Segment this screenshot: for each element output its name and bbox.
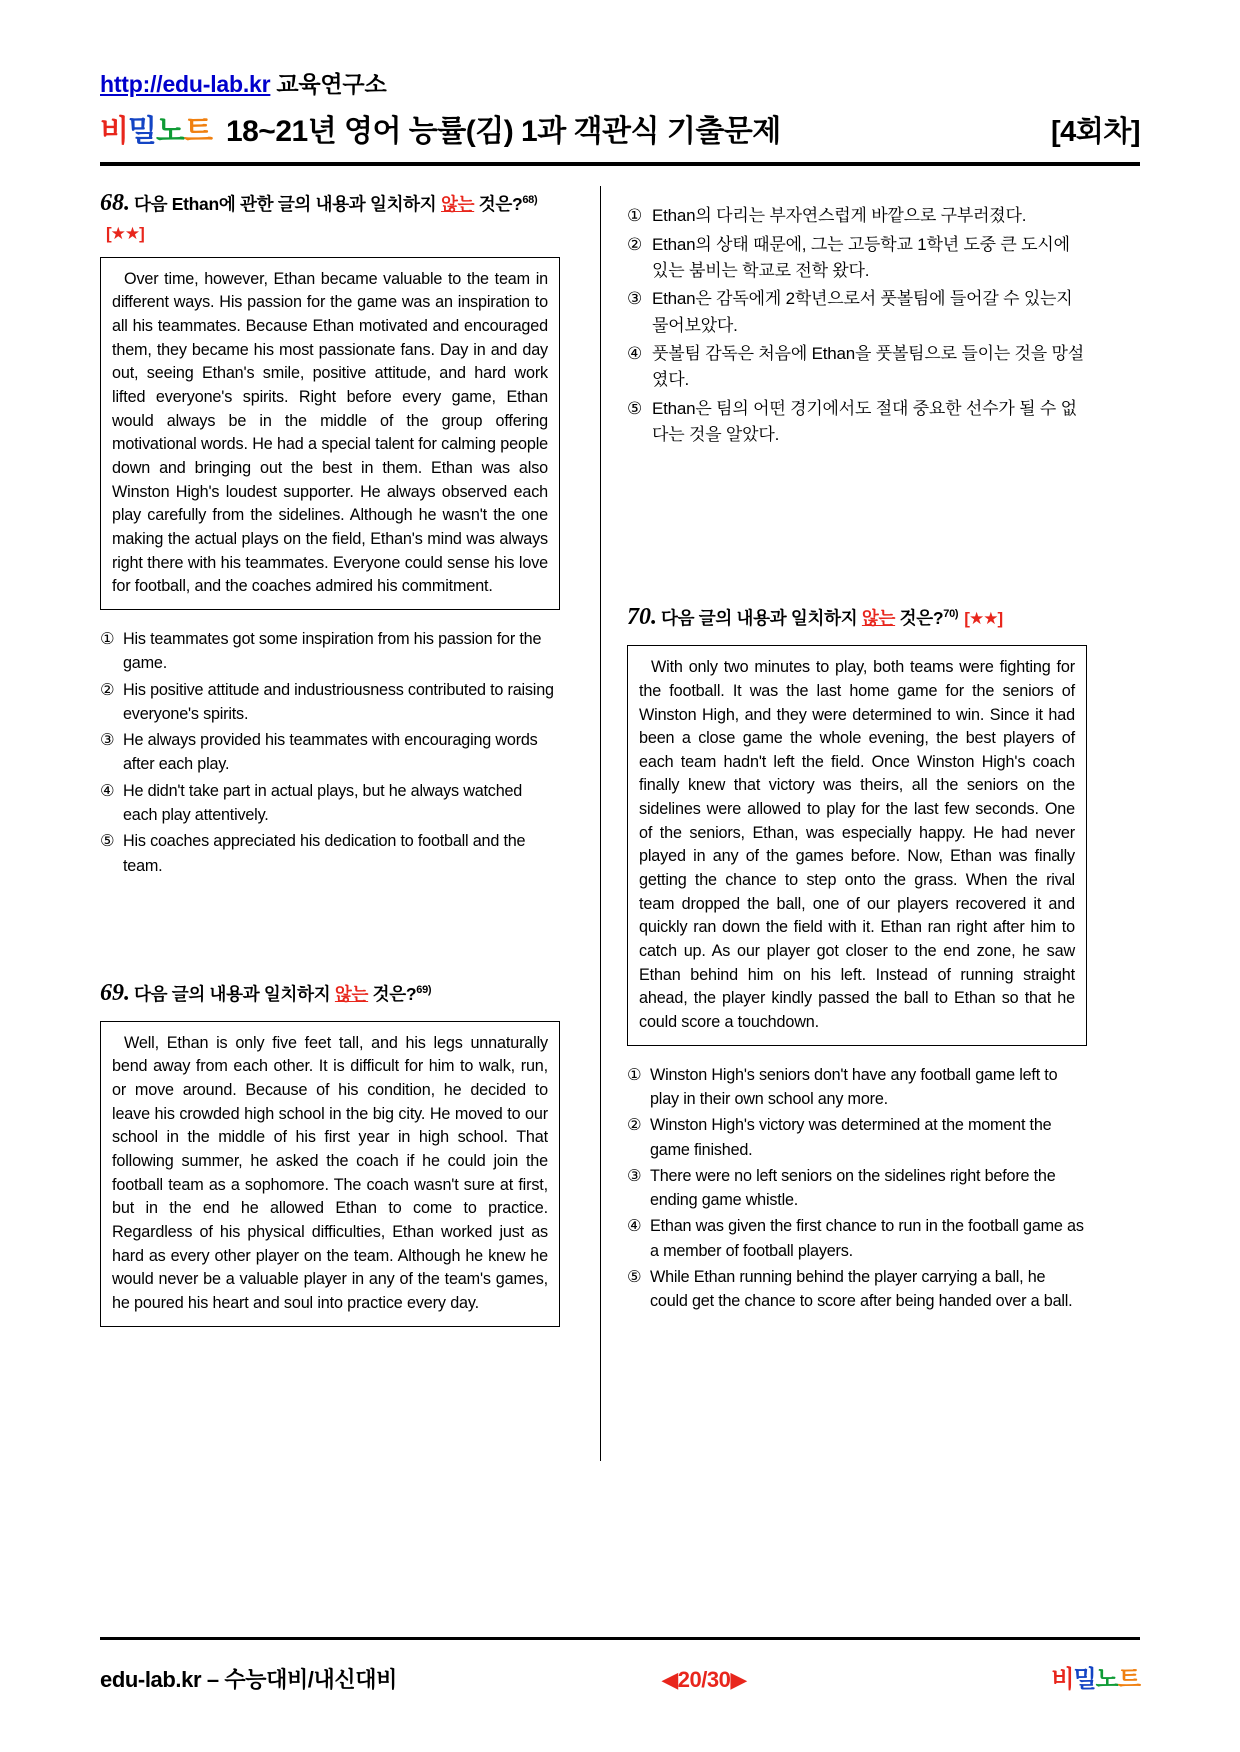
choice-label: Ethan은 팀의 어떤 경기에서도 절대 중요한 선수가 될 수 없다는 것을 알았다. xyxy=(652,398,1077,445)
question-70-footnote: 70) xyxy=(943,608,959,621)
choice-number: ② xyxy=(627,234,643,254)
question-70-negation: 않는 xyxy=(861,608,896,629)
brand-char-4: 트 xyxy=(183,115,212,149)
page-title: 18~21년 영어 능률(김) 1과 객관식 기출문제 xyxy=(225,115,781,149)
column-divider xyxy=(600,186,601,1461)
question-70-number: 70. xyxy=(627,604,657,631)
choice-label: Winston High's victory was determined at the moment the game finished. xyxy=(650,1116,1052,1159)
question-69-passage-box xyxy=(100,1021,560,1327)
choice-number: ④ xyxy=(627,344,643,364)
choice-label: He always provided his teammates with encouraging words after each play. xyxy=(123,731,538,774)
choice-item[interactable] xyxy=(627,1063,1087,1112)
choice-label: 풋볼팀 감독은 처음에 Ethan을 풋볼팀으로 들이는 것을 망설였다. xyxy=(652,344,1084,390)
question-70-stars: [★★] xyxy=(964,609,1003,629)
left-column xyxy=(100,186,578,1461)
choice-number: ① xyxy=(627,1065,642,1084)
choice-number: ① xyxy=(627,206,643,226)
footer-divider xyxy=(100,1637,1140,1640)
choice-number: ⑤ xyxy=(100,832,115,851)
question-68-footnote: 68) xyxy=(522,194,538,207)
choice-number: ⑤ xyxy=(627,398,643,418)
question-70-prompt-part1: 다음 글의 내용과 일치하지 xyxy=(661,608,862,629)
question-68-heading xyxy=(100,186,560,246)
footer-brand-char-1: 비 xyxy=(1051,1666,1074,1693)
choice-item[interactable] xyxy=(627,396,1087,449)
choice-item[interactable] xyxy=(627,203,1087,229)
question-70-passage-text: With only two minutes to play, both teams were fighting for the football. It was the last home game for the seniors of Winston High, and they were determined to win. Since it had been a close game the whole evening, the best players of each team hadn't left the field. Once Winston High's coach finally knew that victory was theirs, all the seniors on the sidelines were allowed to play for the last few seconds. One of the seniors, Ethan, was especially happy. He had never played in any of the games before. Now, Ethan was finally getting the chance to step onto the grass. When the rival team dropped the ball, one of our players recovered it and quickly ran down the field with it. Ethan ran right after him to catch up. As our player got closer to the end zone, he saw Ethan behind him on his left. Instead of running straight ahead, the player kindly passed the ball to Ethan so that he could score a touchdown. xyxy=(639,658,1075,1032)
question-68-choices xyxy=(100,627,560,878)
choice-item[interactable] xyxy=(100,678,560,727)
choice-item[interactable] xyxy=(627,1113,1087,1162)
footer-brand-char-3: 노 xyxy=(1095,1666,1118,1693)
choice-item[interactable] xyxy=(627,286,1087,339)
choice-number: ③ xyxy=(100,731,115,750)
question-68-passage-text: Over time, however, Ethan became valuable to the team in different ways. His passion for the game was an inspiration to all his teammates. Because Ethan motivated and encouraged them, they became his most passionate fans. Day in and day out, seeing Ethan's smile, positive attitude, and hard work lifted everyone's spirits. Right before every game, Ethan would always be in the middle of the group offering motivational words. He had a special talent for calming people down and bringing out the best in them. Ethan was also Winston High's loudest supporter. He always observed each play carefully from the sidelines. Although he wasn't the one making the actual plays on the field, Ethan's mind was always right there with his teammates. Everyone could sense his love for football, and the coaches admired his commitment. xyxy=(112,269,548,596)
question-70-prompt-part2: 것은? xyxy=(895,608,944,629)
choice-item[interactable] xyxy=(627,232,1087,285)
brand-char-3: 노 xyxy=(155,115,184,149)
site-url-link[interactable]: http://edu-lab.kr xyxy=(100,71,271,97)
choice-number: ⑤ xyxy=(627,1268,642,1287)
question-69-prompt-part2: 것은? xyxy=(368,983,417,1004)
choice-item[interactable] xyxy=(627,1265,1087,1314)
choice-item[interactable] xyxy=(627,1164,1087,1213)
choice-item[interactable] xyxy=(627,1214,1087,1263)
choice-label: His teammates got some inspiration from his passion for the game. xyxy=(123,629,542,673)
question-69-negation: 않는 xyxy=(334,983,369,1004)
choice-label: Winston High's seniors don't have any football game left to play in their own school any more. xyxy=(650,1065,1058,1108)
site-line xyxy=(100,0,1140,97)
choice-item[interactable] xyxy=(627,341,1087,394)
choice-label: He didn't take part in actual plays, but he always watched each play attentively. xyxy=(123,781,523,824)
question-68-number: 68. xyxy=(100,190,130,217)
question-68-korean-choices xyxy=(627,203,1087,448)
question-69-heading xyxy=(100,976,560,1011)
choice-number: ② xyxy=(100,680,115,699)
choice-label: His positive attitude and industriousness contributed to raising everyone's spirits. xyxy=(123,680,554,723)
spacer xyxy=(100,880,560,976)
choice-number: ① xyxy=(100,629,115,648)
footer-brand-char-2: 밀 xyxy=(1073,1666,1096,1693)
question-68-passage-box xyxy=(100,257,560,610)
question-69-footnote: 69) xyxy=(416,984,432,997)
spacer xyxy=(627,450,1087,600)
footer-site-label: edu-lab.kr – 수능대비/내신대비 xyxy=(100,1667,397,1692)
page-number: ◀20/30▶ xyxy=(661,1667,747,1692)
content-columns xyxy=(100,186,1140,1461)
page-footer xyxy=(100,1659,1140,1694)
choice-item[interactable] xyxy=(100,728,560,777)
title-left xyxy=(100,106,781,150)
question-68-stars: [★★] xyxy=(106,224,144,244)
choice-number: ③ xyxy=(627,1166,642,1185)
choice-label: Ethan의 다리는 부자연스럽게 바깥으로 구부러졌다. xyxy=(652,206,1027,226)
round-label: [4회차] xyxy=(1051,116,1140,149)
choice-label: Ethan was given the first chance to run in the football game as a member of football players. xyxy=(650,1217,1084,1260)
choice-number: ② xyxy=(627,1116,642,1135)
right-column xyxy=(623,186,1087,1461)
footer-brand-char-4: 트 xyxy=(1117,1666,1140,1693)
question-68-negation: 않는 xyxy=(440,194,475,215)
question-68-prompt-part1: 다음 Ethan에 관한 글의 내용과 일치하지 xyxy=(134,194,441,215)
choice-label: Ethan의 상태 때문에, 그는 고등학교 1학년 도중 큰 도시에 있는 붐비는 학교로 전학 왔다. xyxy=(652,234,1070,280)
brand-char-1: 비 xyxy=(100,115,128,149)
question-69-prompt-part1: 다음 글의 내용과 일치하지 xyxy=(134,983,335,1004)
question-68-prompt-part2: 것은? xyxy=(474,194,523,215)
choice-item[interactable] xyxy=(100,779,560,828)
question-70-choices xyxy=(627,1063,1087,1314)
question-70-passage-box xyxy=(627,645,1087,1046)
header-divider xyxy=(100,162,1140,166)
choice-item[interactable] xyxy=(100,627,560,676)
footer-brand-logo xyxy=(1051,1659,1140,1694)
choice-label: Ethan은 감독에게 2학년으로서 풋볼팀에 들어갈 수 있는지 물어보았다. xyxy=(652,289,1073,335)
choice-label: There were no left seniors on the sidelines right before the ending game whistle. xyxy=(650,1166,1056,1210)
choice-label: While Ethan running behind the player carrying a ball, he could get the chance to score after being handed over a ball. xyxy=(650,1268,1073,1311)
question-70-heading xyxy=(627,600,1087,635)
choice-item[interactable] xyxy=(100,829,560,878)
brand-char-2: 밀 xyxy=(127,115,156,149)
brand-logo xyxy=(100,115,212,148)
choice-label: His coaches appreciated his dedication to football and the team. xyxy=(123,832,526,875)
choice-number: ④ xyxy=(627,1217,642,1236)
question-69-passage-text: Well, Ethan is only five feet tall, and his legs unnaturally bend away from each other. It is difficult for him to walk, run, or move around. Because of his condition, he decided to leave his crowded high school in the big city. He moved to our school in the middle of his first year in high school. That following summer, he asked the coach if he could join the football team as a sophomore. The coach wasn't sure at first, but in the end he allowed Ethan to come to practice. Regardless of his physical difficulties, Ethan worked just as hard as every other player on the team. Although he knew he would never be a valuable player in any of the team's games, he poured his heart and soul into practice every day. xyxy=(112,1033,548,1312)
question-69-number: 69. xyxy=(100,979,130,1006)
choice-number: ③ xyxy=(627,289,643,309)
choice-number: ④ xyxy=(100,781,115,800)
title-row xyxy=(100,106,1140,150)
site-subtitle: 교육연구소 xyxy=(276,71,387,97)
